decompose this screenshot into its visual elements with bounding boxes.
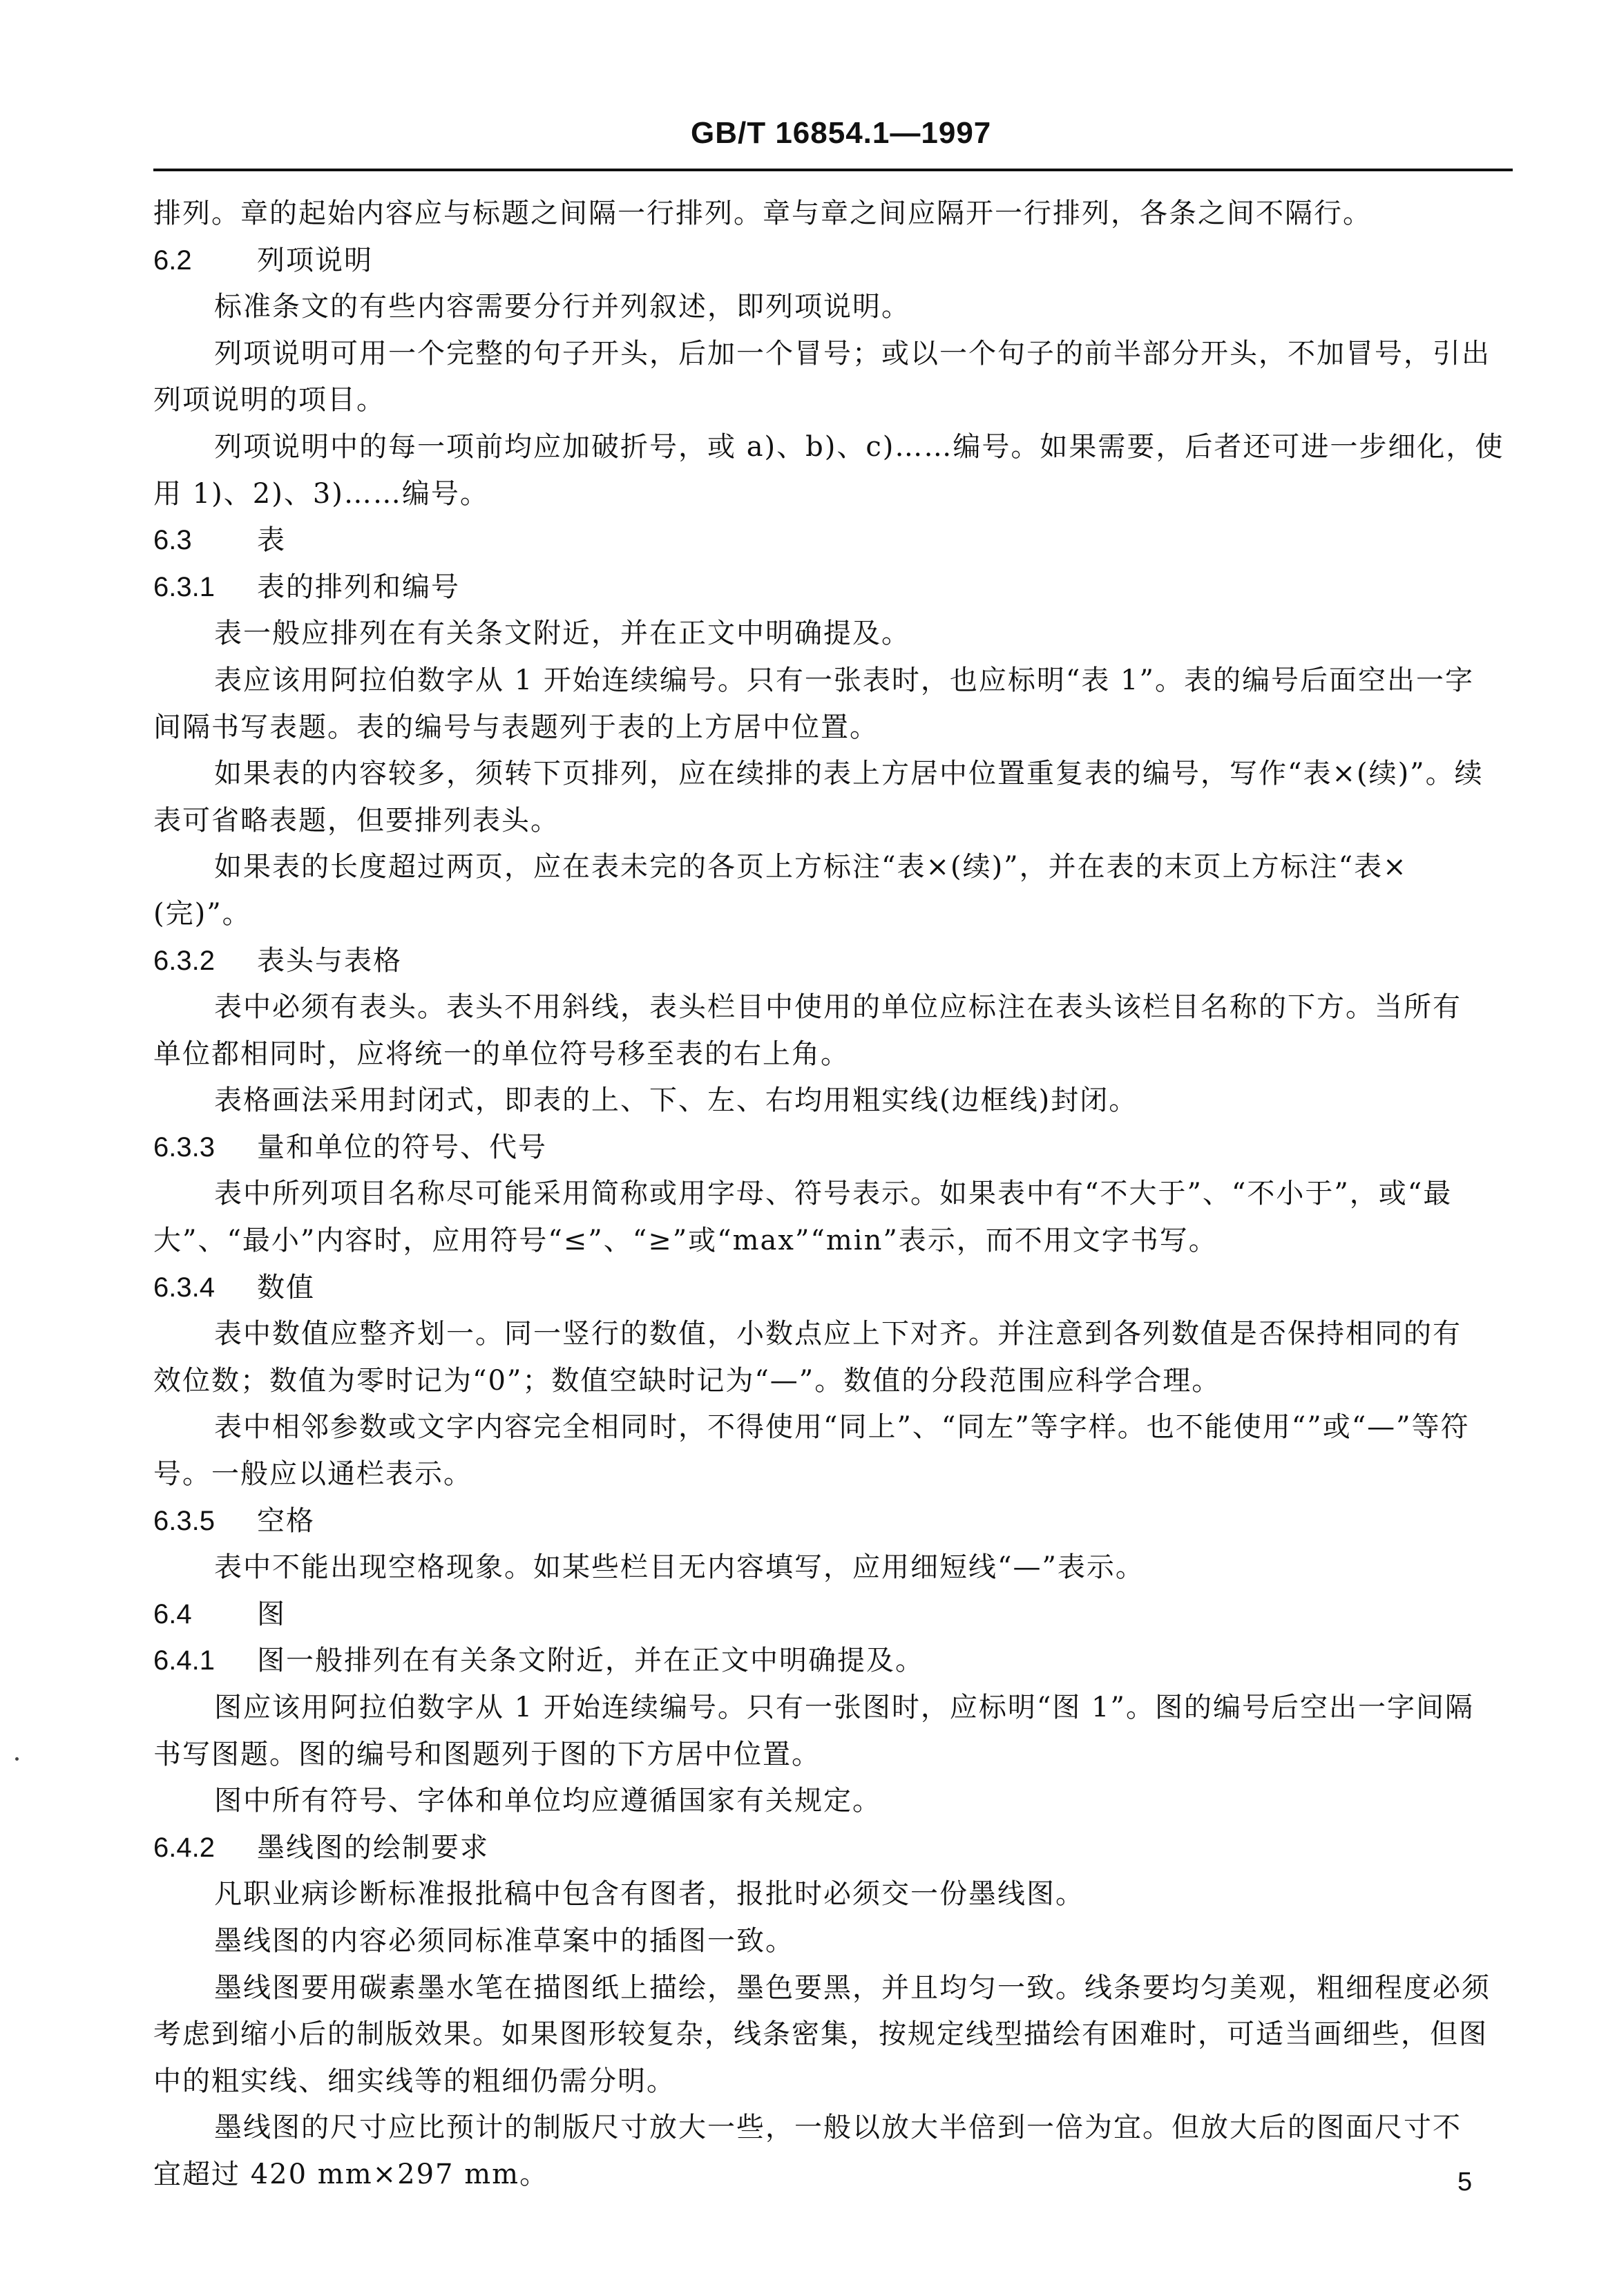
line-text: 宜超过 420 mm×297 mm。 <box>153 2158 549 2190</box>
paragraph-line <box>153 2105 1513 2152</box>
text-line <box>153 705 1513 752</box>
line-text: 如果表的内容较多，须转下页排列，应在续排的表上方居中位置重复表的编号，写作“表×(续)”。续 <box>214 758 1484 790</box>
line-text: 凡职业病诊断标准报批稿中包含有图者，报批时必须交一份墨线图。 <box>214 1878 1084 1911</box>
section-heading <box>153 1591 1513 1638</box>
paragraph-line <box>153 1871 1513 1918</box>
line-text: 表中不能出现空格现象。如某些栏目无内容填写，应用细短线“—”表示。 <box>214 1551 1145 1584</box>
section-title: 墨线图的绘制要求 <box>257 1831 489 1864</box>
line-text: 表一般应排列在有关条文附近，并在正文中明确提及。 <box>214 618 910 650</box>
line-text: 表中数值应整齐划一。同一竖行的数值，小数点应上下对齐。并注意到各列数值是否保持相同的有 <box>214 1318 1462 1350</box>
section-title: 量和单位的符号、代号 <box>257 1131 547 1163</box>
line-text: 排列。章的起始内容应与标题之间隔一行排列。章与章之间应隔开一行排列，各条之间不隔行。 <box>153 198 1372 229</box>
section-heading <box>153 1825 1513 1872</box>
section-number: 6.4 <box>153 1598 192 1629</box>
text-line <box>153 798 1513 845</box>
line-text: 图中所有符号、字体和单位均应遵循国家有关规定。 <box>214 1785 881 1817</box>
paragraph-line <box>153 1404 1513 1451</box>
line-text: 墨线图要用碳素墨水笔在描图纸上描绘，墨色要黑，并且均匀一致。线条要均匀美观，粗细程度必须 <box>214 1971 1491 2004</box>
section-number: 6.3 <box>153 525 192 556</box>
section-title: 图 <box>257 1598 286 1630</box>
section-heading <box>153 564 1513 611</box>
section-number: 6.4.2 <box>153 1832 215 1863</box>
text-line <box>153 2058 1513 2105</box>
section-heading <box>153 938 1513 985</box>
line-text: 墨线图的内容必须同标准草案中的插图一致。 <box>214 1924 794 1957</box>
paragraph-line <box>153 844 1513 891</box>
text-line <box>153 1358 1513 1405</box>
section-heading <box>153 1125 1513 1171</box>
paragraph-line <box>153 331 1513 378</box>
paragraph-line <box>153 1544 1513 1591</box>
text-line <box>153 1218 1513 1265</box>
paragraph-line <box>153 751 1513 798</box>
section-heading <box>153 1265 1513 1312</box>
line-text: 表中所列项目名称尽可能采用简称或用字母、符号表示。如果表中有“不大于”、“不小于”，或“最 <box>214 1178 1453 1210</box>
text-line <box>153 1451 1513 1498</box>
line-text: 书写图题。图的编号和图题列于图的下方居中位置。 <box>153 1738 821 1770</box>
section-number: 6.2 <box>153 245 192 276</box>
line-text: 单位都相同时，应将统一的单位符号移至表的右上角。 <box>153 1037 850 1070</box>
paragraph-line <box>153 1778 1513 1825</box>
line-text: 效位数；数值为零时记为“0”；数值空缺时记为“—”。数值的分段范围应科学合理。 <box>153 1364 1221 1397</box>
paragraph-line <box>153 611 1513 658</box>
text-line <box>153 1732 1513 1779</box>
text-line <box>153 2011 1513 2058</box>
section-title: 图一般排列在有关条文附近，并在正文中明确提及。 <box>257 1645 924 1677</box>
line-text: 表中必须有表头。表头不用斜线，表头栏目中使用的单位应标注在表头该栏目名称的下方。当所有 <box>214 991 1462 1024</box>
section-heading <box>153 517 1513 564</box>
section-number: 6.3.1 <box>153 571 215 602</box>
section-title: 表 <box>257 524 286 557</box>
text-line <box>153 191 1513 238</box>
section-number: 6.3.2 <box>153 945 215 976</box>
line-text: 大”、“最小”内容时，应用符号“≤”、“≥”或“max”“min”表示，而不用文字书写。 <box>153 1225 1218 1257</box>
line-text: 用 1)、2)、3)……编号。 <box>153 477 489 510</box>
scan-speck <box>15 1757 19 1761</box>
line-text: 间隔书写表题。表的编号与表题列于表的上方居中位置。 <box>153 711 879 743</box>
paragraph-line <box>153 1918 1513 1965</box>
section-title: 表头与表格 <box>257 944 402 977</box>
text-line <box>153 891 1513 938</box>
section-number: 6.3.5 <box>153 1505 215 1536</box>
section-title: 列项说明 <box>257 244 373 276</box>
section-heading <box>153 1638 1513 1685</box>
paragraph-line <box>153 424 1513 471</box>
line-text: 表可省略表题，但要排列表头。 <box>153 804 560 836</box>
line-text: 中的粗实线、细实线等的粗细仍需分明。 <box>153 2065 676 2097</box>
text-line <box>153 377 1513 424</box>
section-heading <box>153 238 1513 285</box>
section-number: 6.4.1 <box>153 1645 215 1676</box>
text-line <box>153 1031 1513 1078</box>
line-text: 列项说明可用一个完整的句子开头，后加一个冒号；或以一个句子的前半部分开头，不加冒号，引出 <box>214 337 1491 370</box>
line-text: (完)”。 <box>153 897 251 930</box>
paragraph-line <box>153 1078 1513 1125</box>
line-text: 图应该用阿拉伯数字从 1 开始连续编号。只有一张图时，应标明“图 1”。图的编号后空出一字间隔 <box>214 1692 1474 1723</box>
line-text: 列项说明中的每一项前均应加破折号，或 a)、b)、c)……编号。如果需要，后者还可进一步细化，使 <box>214 430 1504 463</box>
section-title: 数值 <box>257 1271 315 1303</box>
line-text: 表中相邻参数或文字内容完全相同时，不得使用“同上”、“同左”等字样。也不能使用“”或“—”等符 <box>214 1411 1470 1444</box>
body-text <box>153 191 1513 2199</box>
standard-code-header: GB/T 16854.1—1997 <box>691 116 992 150</box>
line-text: 如果表的长度超过两页，应在表未完的各页上方标注“表×(续)”，并在表的末页上方标注“表× <box>214 851 1408 883</box>
paragraph-line <box>153 984 1513 1031</box>
section-heading <box>153 1498 1513 1545</box>
line-text: 墨线图的尺寸应比预计的制版尺寸放大一些，一般以放大半倍到一倍为宜。但放大后的图面尺寸不 <box>214 2112 1462 2144</box>
section-title: 空格 <box>257 1504 315 1537</box>
paragraph-line <box>153 1965 1513 2012</box>
text-line <box>153 471 1513 518</box>
section-title: 表的排列和编号 <box>257 571 460 603</box>
line-text: 标准条文的有些内容需要分行并列叙述，即列项说明。 <box>214 291 910 323</box>
paragraph-line <box>153 658 1513 705</box>
line-text: 列项说明的项目。 <box>153 384 385 417</box>
section-number: 6.3.3 <box>153 1131 215 1163</box>
paragraph-line <box>153 1685 1513 1732</box>
text-line <box>153 2152 1513 2199</box>
line-text: 号。一般应以通栏表示。 <box>153 1458 472 1491</box>
line-text: 表应该用阿拉伯数字从 1 开始连续编号。只有一张表时，也应标明“表 1”。表的编号后面空出一字 <box>214 664 1474 696</box>
page-number: 5 <box>1457 2168 1473 2197</box>
paragraph-line <box>153 284 1513 331</box>
paragraph-line <box>153 1171 1513 1218</box>
header-rule <box>153 169 1513 171</box>
section-number: 6.3.4 <box>153 1272 215 1303</box>
line-text: 考虑到缩小后的制版效果。如果图形较复杂，线条密集，按规定线型描绘有困难时，可适当画细些，但图 <box>153 2018 1488 2051</box>
line-text: 表格画法采用封闭式，即表的上、下、左、右均用粗实线(边框线)封闭。 <box>214 1084 1138 1117</box>
paragraph-line <box>153 1311 1513 1358</box>
